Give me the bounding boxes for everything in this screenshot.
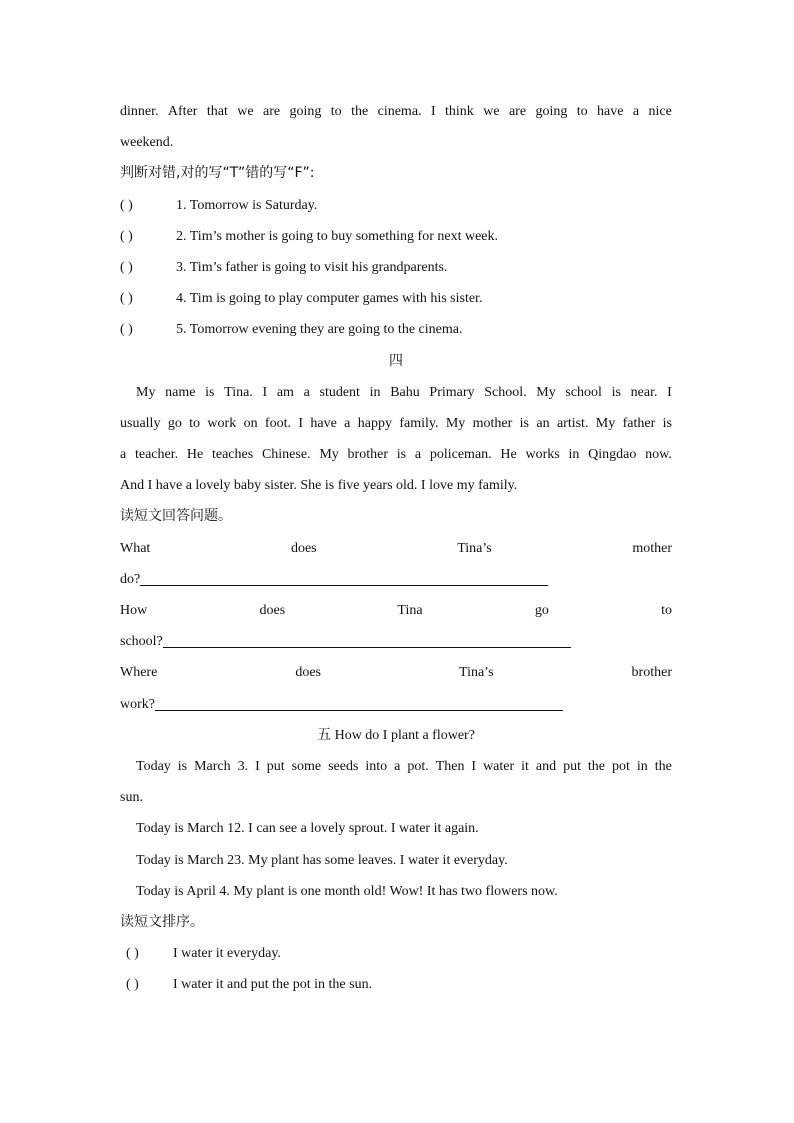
word: are (263, 104, 281, 119)
question-2-line-1 (120, 595, 672, 626)
word: father (622, 415, 656, 431)
item-text: 2. Tim’s mother is going to buy something for next week. (176, 228, 498, 244)
word: going (535, 104, 568, 119)
true-false-item (120, 221, 672, 252)
word: pot. (407, 758, 429, 774)
true-false-item (120, 252, 672, 283)
true-false-item (120, 283, 672, 314)
answer-blank[interactable]: ( ) (126, 946, 139, 962)
word: am (276, 384, 294, 400)
word: Qingdao (588, 447, 637, 463)
section-title: How do I plant a flower? (331, 727, 475, 743)
word: works (525, 447, 560, 463)
word: a (120, 447, 127, 463)
word: that (206, 104, 228, 119)
word: a (344, 415, 351, 431)
word: I (255, 758, 260, 774)
question-3-line-1 (120, 657, 672, 688)
word: to (576, 104, 588, 119)
word: My (595, 415, 616, 431)
answer-blank[interactable]: ( ) (120, 291, 133, 307)
word: the (351, 104, 369, 119)
word: nice (648, 104, 672, 119)
word: a (303, 384, 310, 400)
word: I (298, 415, 304, 431)
word: it (521, 758, 529, 774)
word: a (394, 758, 401, 774)
worksheet-page (120, 96, 672, 1000)
passage-4-line-4: And I have a lovely baby sister. She is five years old. I love my family. (120, 478, 518, 494)
word: now. (645, 447, 672, 463)
word: does (295, 665, 321, 681)
word: go (534, 603, 549, 618)
word: foot. (264, 415, 291, 431)
word: I (430, 104, 436, 119)
word: cinema. (377, 104, 422, 119)
word: mother (472, 415, 513, 431)
ordering-item (120, 938, 672, 969)
word: He (500, 447, 517, 463)
word: Primary (429, 384, 475, 400)
answer-line[interactable] (140, 567, 548, 586)
word: Then (435, 758, 465, 774)
word: are (508, 104, 527, 119)
word: School. (484, 384, 527, 400)
word: Tina’s (457, 540, 492, 556)
word: How (120, 603, 148, 618)
passage-5-line-5: Today is April 4. My plant is one month old! Wow! It has two flowers now. (136, 883, 558, 899)
word: an (536, 415, 550, 431)
section-4-heading: 四 (389, 352, 403, 369)
word: What (120, 540, 151, 556)
answer-blank[interactable]: ( ) (120, 228, 133, 244)
word: near. (630, 384, 658, 400)
word: water (483, 758, 515, 774)
word: teaches (211, 447, 254, 463)
word: My (536, 384, 556, 400)
passage-5-line-3: Today is March 12. I can see a lovely sprout. I water it again. (136, 821, 479, 837)
question-1-line-2 (120, 564, 672, 595)
passage-5-line-2: sun. (120, 790, 143, 806)
word: mother (632, 540, 672, 556)
word: work (207, 415, 237, 431)
true-false-instruction: 判断对错,对的写“T”错的写“F”: (120, 165, 315, 182)
word: March (194, 758, 231, 774)
ordering-item (120, 969, 672, 1000)
word: After (167, 104, 198, 119)
word: think (445, 104, 474, 119)
answer-line[interactable] (163, 629, 571, 648)
question-1-line-1 (120, 533, 672, 564)
passage-3-line-2: weekend. (120, 135, 174, 151)
item-text: 5. Tomorrow evening they are going to the cinema. (176, 322, 463, 338)
word: is (396, 447, 407, 463)
word: put (563, 758, 581, 774)
item-text: 4. Tim is going to play computer games with his sister. (176, 291, 483, 307)
word: does (259, 603, 286, 618)
passage-4-line-1 (120, 377, 672, 408)
word: I (471, 758, 477, 774)
word: dinner. (120, 104, 159, 119)
passage-3-line-1 (120, 96, 672, 127)
word: have (597, 104, 624, 119)
passage-4-line-3 (120, 439, 672, 470)
word: we (237, 104, 254, 119)
answer-blank[interactable]: ( ) (120, 259, 133, 275)
word: Tina’s (459, 665, 494, 681)
word: to (189, 415, 201, 431)
word: family. (399, 415, 439, 431)
answer-blank[interactable]: ( ) (120, 322, 133, 338)
answer-blank[interactable]: ( ) (120, 197, 133, 213)
word: Tina. (224, 384, 253, 400)
word: policeman. (429, 447, 492, 463)
word: is (611, 384, 621, 400)
question-end: work? (120, 696, 155, 712)
word: some (291, 758, 322, 774)
item-text: 1. Tomorrow is Saturday. (176, 197, 318, 213)
word: Tina (397, 603, 423, 618)
word: I (262, 384, 268, 400)
word: brother (631, 665, 672, 681)
item-text: I water it and put the pot in the sun. (173, 977, 373, 993)
word: to (661, 603, 672, 618)
word: put (266, 758, 285, 774)
word: usually (120, 415, 161, 431)
word: go (167, 415, 182, 431)
word: is (177, 758, 188, 774)
question-3-line-2 (120, 689, 672, 720)
word: is (205, 384, 215, 400)
passage-5-line-4: Today is March 23. My plant has some leaves. I water it everyday. (136, 852, 508, 868)
true-false-item (120, 190, 672, 221)
word: Today (136, 758, 171, 774)
word: pot (612, 758, 630, 774)
word: on (243, 415, 258, 431)
passage-4-line-2 (120, 408, 672, 439)
word: My (319, 447, 339, 463)
word: into (365, 758, 388, 774)
word: 3. (237, 758, 249, 774)
word: artist. (556, 415, 589, 431)
word: to (330, 104, 342, 119)
word: My (445, 415, 466, 431)
word: and (535, 758, 557, 774)
word: in (636, 758, 648, 774)
word: going (289, 104, 322, 119)
question-end: do? (120, 571, 141, 587)
question-end: school? (120, 634, 163, 650)
item-text: I water it everyday. (173, 946, 281, 962)
section-5-heading (120, 720, 672, 751)
word: is (662, 415, 672, 431)
word: I (667, 384, 672, 400)
word: student (319, 384, 360, 400)
answer-line[interactable] (155, 692, 563, 711)
word: we (483, 104, 500, 119)
section-number: 五 (317, 726, 332, 743)
true-false-item (120, 314, 672, 345)
word: He (186, 447, 204, 463)
item-text: 3. Tim’s father is going to visit his grandparents. (176, 259, 448, 275)
word: does (290, 540, 317, 556)
word: a (414, 447, 422, 463)
word: happy (357, 415, 392, 431)
word: Bahu (390, 384, 420, 400)
ordering-instruction: 读短文排序。 (120, 913, 204, 930)
word: in (369, 384, 381, 400)
word: My (136, 384, 156, 400)
word: have (310, 415, 337, 431)
word: seeds (328, 758, 359, 774)
word: a (632, 104, 640, 119)
question-2-line-2 (120, 626, 672, 657)
qa-instruction: 读短文回答问题。 (120, 508, 232, 525)
word: brother (347, 447, 388, 463)
word: Chinese. (261, 447, 311, 463)
word: Where (120, 665, 158, 681)
word: name (165, 384, 196, 400)
word: the (587, 758, 606, 774)
answer-blank[interactable]: ( ) (126, 977, 139, 993)
passage-5-line-1 (120, 751, 672, 782)
word: is (519, 415, 529, 431)
word: teacher. (134, 447, 179, 463)
word: school (565, 384, 602, 400)
word: in (568, 447, 580, 463)
word: the (654, 758, 672, 774)
